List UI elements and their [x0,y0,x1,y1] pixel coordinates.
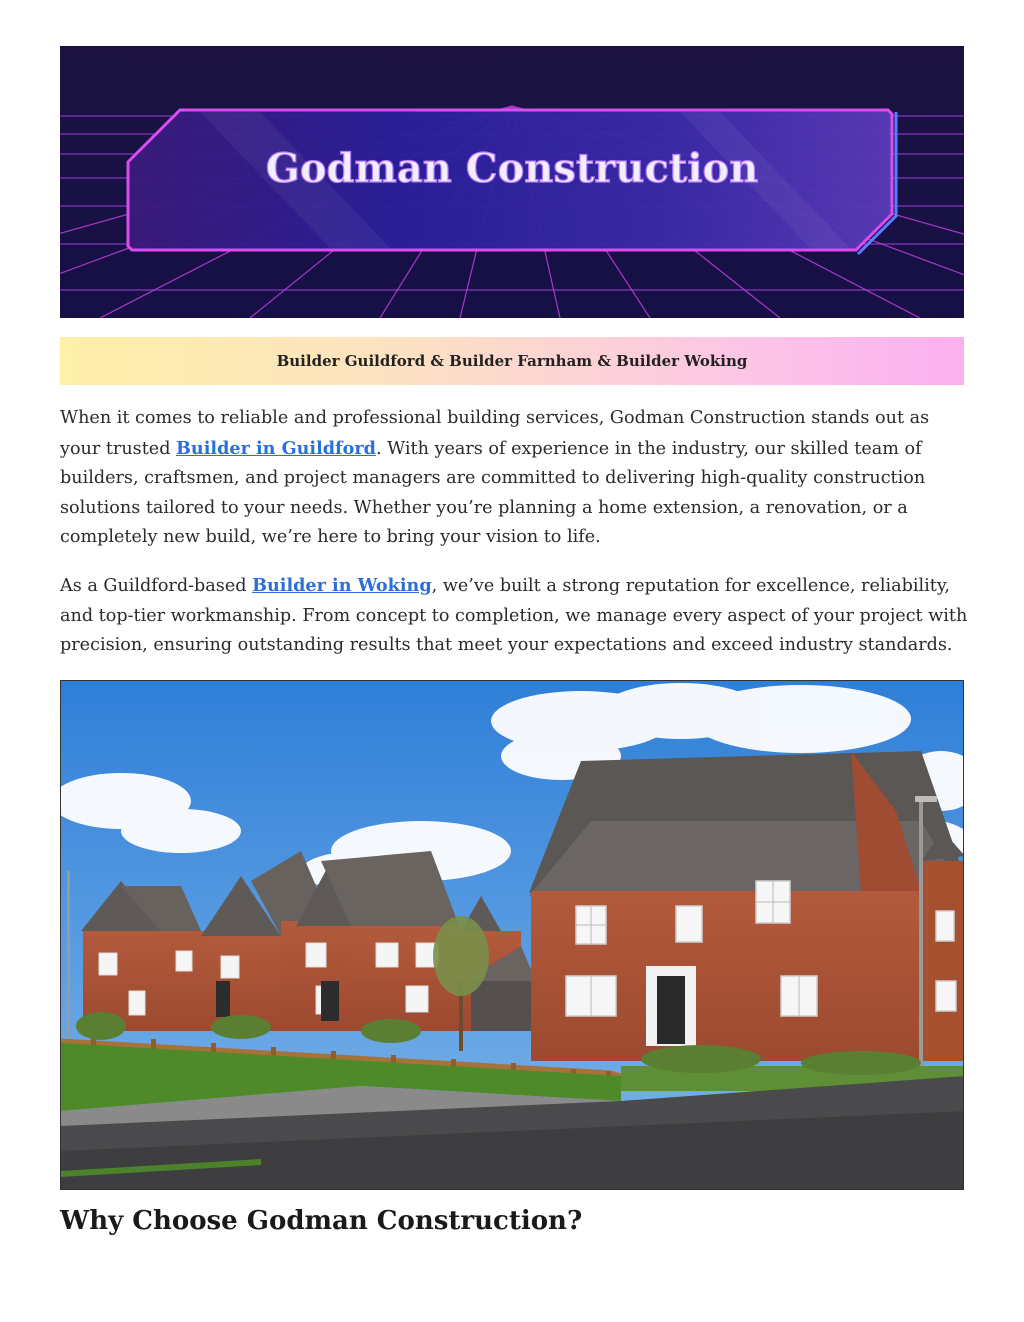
houses-illustration [61,681,964,1190]
banner-title: Godman Construction [265,145,759,192]
intro-paragraph-2 [60,571,970,661]
builder-woking-link[interactable]: Builder in Woking [252,575,432,596]
tagline-bar [60,337,964,385]
housing-photo [60,680,964,1190]
intro-p2-before: As a Guildford-based [60,576,253,596]
intro-p1-before: When it comes to reliable and professional building services, Godman Construction stands out as your trusted [60,408,930,459]
section-heading: Why Choose Godman Construction? [60,1206,583,1236]
hero-banner [60,46,964,318]
tagline-text: Builder Guildford & Builder Farnham & Builder Woking [276,352,748,370]
builder-guildford-link[interactable]: Builder in Guildford [176,437,376,459]
intro-p1-after: . With years of experience in the industry, our skilled team of builders, craftsmen, and project managers are committed to delivering high-quality construction solutions tailored to your needs. Whether you’re planning a home extension, a renovation, or a completely new build, we’re here to bring your vision to life. [60,438,926,547]
intro-p2-after: , we’ve built a strong reputation for excellence, reliability, and top-tier workmanship. From concept to completion, we manage every aspect of your project with precision, ensuring outstanding results that meet your expectations and exceed industry standards. [60,576,968,655]
banner-graphic [60,46,964,318]
intro-paragraph-1 [60,404,970,553]
